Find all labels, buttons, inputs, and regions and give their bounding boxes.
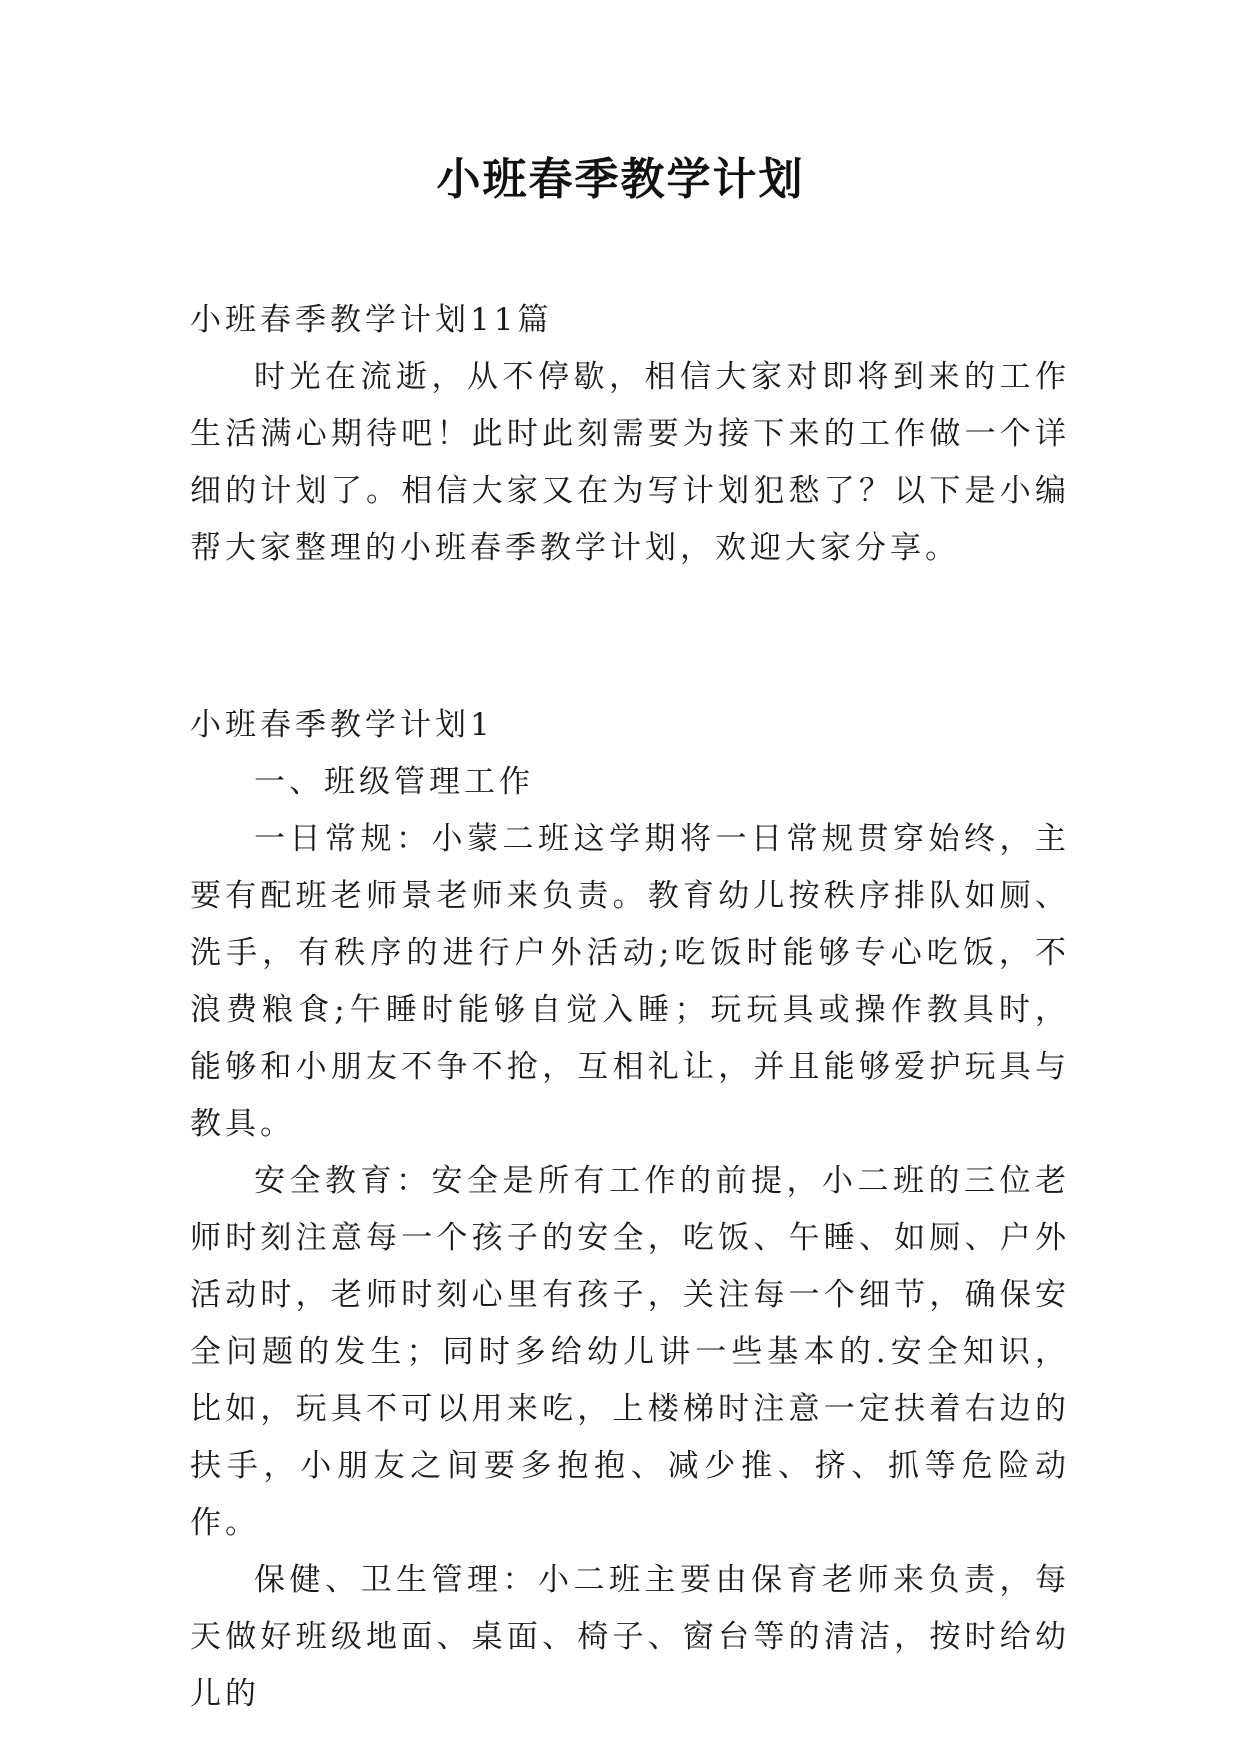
section-subheading: 一、班级管理工作 xyxy=(254,764,534,800)
section-heading: 小班春季教学计划1 xyxy=(190,707,494,743)
intro-paragraph: 时光在流逝，从不停歇，相信大家对即将到来的工作生活满心期待吧！此时此刻需要为接下来的工作做一个详细的计划了。相信大家又在为写计划犯愁了？以下是小编帮大家整理的小班春季教学计划，欢迎大家分享。 xyxy=(190,359,1070,566)
body-paragraph: 安全教育：安全是所有工作的前提，小二班的三位老师时刻注意每一个孩子的安全，吃饭、午睡、如厕、户外活动时，老师时刻心里有孩子，关注每一个细节，确保安全问题的发生；同时多给幼儿讲一些基本的.安全知识，比如，玩具不可以用来吃，上楼梯时注意一定扶着右边的扶手，小朋友之间要多抱抱、减少推、挤、抓等危险动作。 xyxy=(190,1163,1070,1541)
body-paragraph: 一日常规：小蒙二班这学期将一日常规贯穿始终，主要有配班老师景老师来负责。教育幼儿按秩序排队如厕、洗手，有秩序的进行户外活动;吃饭时能够专心吃饭，不浪费粮食;午睡时能够自觉入睡；玩玩具或操作教具时，能够和小朋友不争不抢，互相礼让，并且能够爱护玩具与教具。 xyxy=(190,821,1070,1142)
document-title: 小班春季教学计划 xyxy=(436,154,805,205)
body-paragraph: 保健、卫生管理：小二班主要由保育老师来负责，每天做好班级地面、桌面、椅子、窗台等的清洁，按时给幼儿的 xyxy=(190,1562,1070,1712)
document-subtitle: 小班春季教学计划11篇 xyxy=(190,302,553,338)
section-1 xyxy=(190,697,1070,1723)
intro-block xyxy=(190,292,1070,577)
